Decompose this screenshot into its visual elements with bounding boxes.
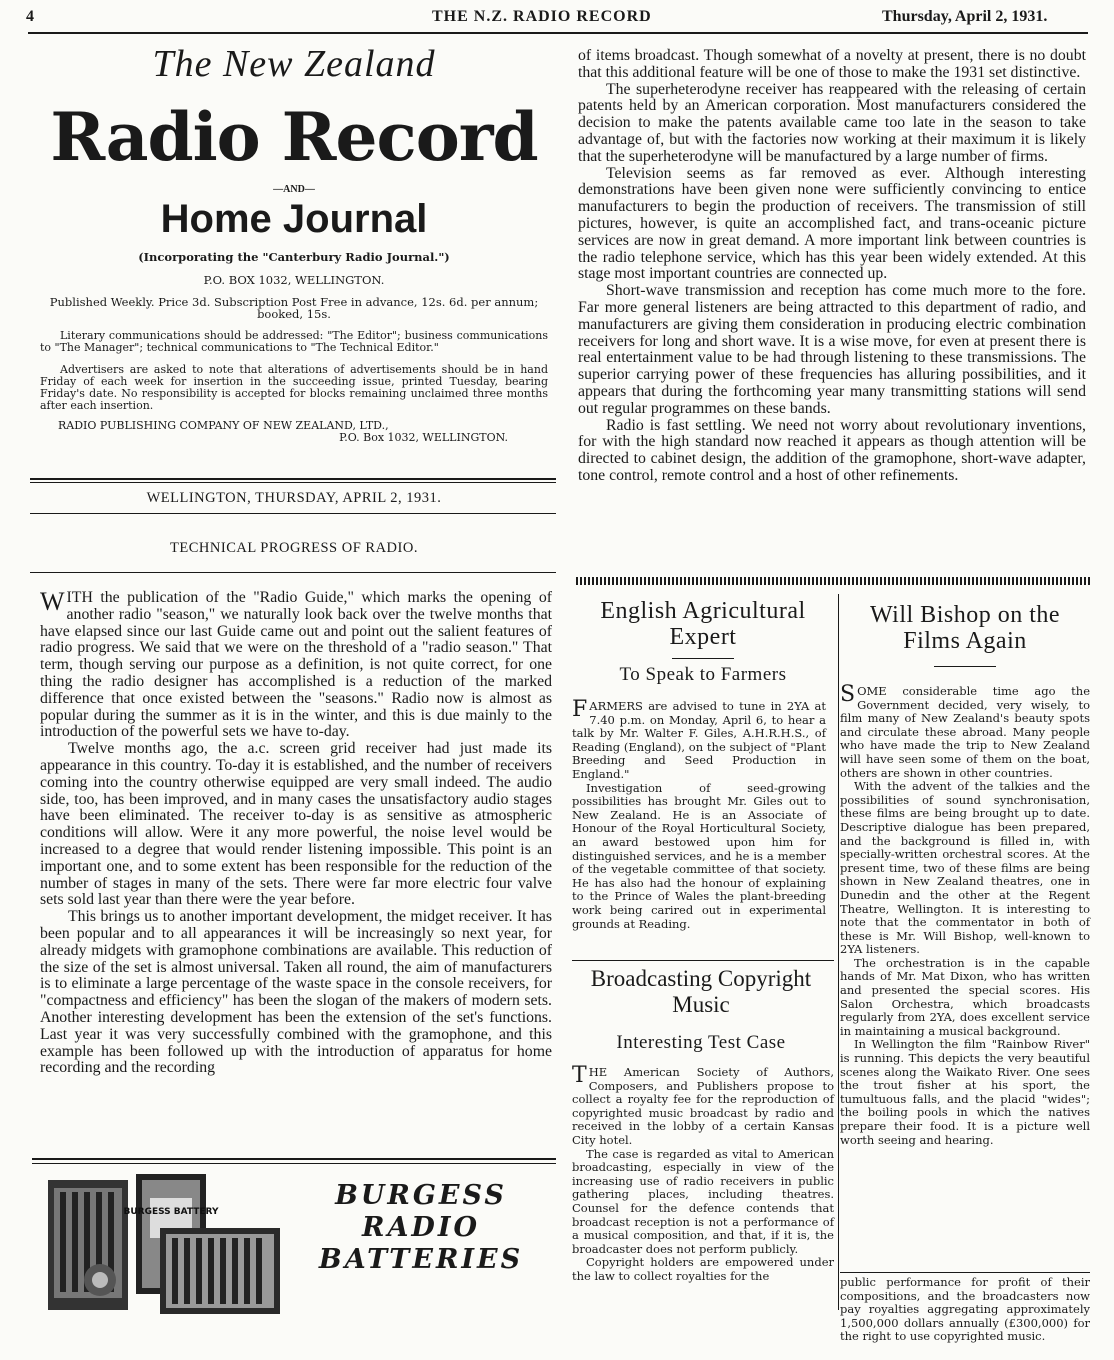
article-body [572, 697, 826, 931]
editorial-column-2 [578, 48, 1086, 485]
drop-cap: W [40, 587, 65, 616]
issue-date: Thursday, April 2, 1931. [882, 8, 1048, 25]
article-body [572, 1063, 834, 1284]
rule [30, 482, 556, 483]
editorial-heading: TECHNICAL PROGRESS OF RADIO. [170, 540, 418, 556]
article-title: English Agricultural Expert [600, 598, 806, 650]
battery-illustration [40, 1170, 290, 1320]
editorial-paragraph: Radio is fast settling. We need not worry about revolutionary inventions, for with the high standard now reached it appears as though attention will be directed to cabinet design, the addition of the gramophone, short-wave adapter, tone control, remote control and a host of other refinements. [578, 416, 1086, 484]
article-subtitle: Interesting Test Case [616, 1032, 786, 1053]
article-subtitle: To Speak to Farmers [619, 664, 787, 685]
masthead-company-address: P.O. Box 1032, WELLINGTON. [339, 431, 508, 444]
masthead-subtitle: Home Journal [160, 197, 428, 241]
drop-cap: T [572, 1063, 587, 1088]
editorial-paragraph: ITH the publication of the "Radio Guide," which marks the opening of another radio "season," we naturally look back over the twelve months that have elapsed since our last Guide came out and point out the salient features of radio progress. We said that we were on the threshold of a "radio season." That term, though serving our purpose as a definition, is not quite correct, for one thing the radio designer has accomplished is a reduction of the marked difference that once existed between the "seasons." Radio now is almost as popular during the summer as it is in the winter, and this is due mainly to the introduction of the powerful sets we have to-day. [40, 589, 552, 741]
masthead-advertisers: Advertisers are asked to note that alterations of advertisements should be in hand Friday of each week for insertion in the succeeding issue, printed Tuesday, bearing Friday's date. No responsibility is accepted for blocks remaining unclaimed three months after each insertion. [40, 363, 548, 412]
masthead [40, 40, 548, 444]
masthead-address: P.O. BOX 1032, WELLINGTON. [203, 273, 385, 287]
article-paragraph: Investigation of seed-growing possibilities has brought Mr. Giles out to New Zealand. He is an Associate of Honour of the Royal Horticultural Society, an award bestowed upon him for distinguished services, and he is a member of the vegetable committee of that society. He has also had the honour of explaining to the Prince of Wales the plant-breeding work being carired out in experimental grounds at Reading. [572, 780, 826, 931]
article-paragraph: The orchestration is in the capable hands of Mr. Mat Dixon, who has written and presented the special scores. His Salon Orchestra, which broadcasts regularly from 2YA, does excellent service in maintaining a musical background. [840, 955, 1090, 1038]
rule [30, 513, 556, 514]
article-title: Broadcasting Copyright Music [590, 966, 812, 1017]
article-paragraph: Copyright holders are empowered under the law to collect royalties for the [572, 1255, 834, 1283]
editorial-paragraph: This brings us to another important development, the midget receiver. It has been popular and to all appearances it will be increasingly so next year, for already midgets with gramophone combinations are available. This reduction of the size of the set is almost universal. Taken all round, the aim of manufacturers is to eliminate a large percentage of the waste space in the console receivers, for "compactness and efficiency" has been the slogan of the makers of modern sets. Another interesting development has been the extension of the set's functions. Last year it was very successfully combined with the gramophone, and this example has been followed up with the introduction of apparatus for home recording and the recording [40, 908, 552, 1077]
advert-line: BATTERIES [318, 1244, 524, 1275]
editorial-paragraph: of items broadcast. Though somewhat of a novelty at present, there is no doubt that this additional feature will be one of those to make the 1931 set distinctive. [578, 47, 1086, 81]
publication-name: THE N.Z. RADIO RECORD [432, 8, 652, 25]
masthead-title: Radio Record [50, 98, 538, 176]
rule [30, 572, 556, 573]
article-will-bishop [840, 602, 1090, 1147]
advert-line: BURGESS [335, 1180, 507, 1211]
article-title: Will Bishop on the Films Again [869, 602, 1061, 654]
editorial-paragraph: The superheterodyne receiver has reappeared with the releasing of certain patents held by an American corporation. Most manufacturers considered the decision to make the patents available came too late in the season to take advantage of, but with the factories now working at their maximum it is likely that the superheterodyne will be manufactured by a large number of firms. [578, 80, 1086, 165]
article-copyright-music [566, 966, 836, 1284]
editorial-column-1 [40, 587, 552, 1077]
article-agricultural-expert [572, 598, 834, 931]
battery-label: BURGESS BATTERY [123, 1207, 219, 1217]
editorial-paragraph: Twelve months ago, the a.c. screen grid receiver had just made its appearance in this country. To-day it is established, and the number of receivers coming into the country otherwise equipped are very small indeed. The audio side, too, has been improved, and in many cases the unsatisfactory audio stages have been eliminated. The receiver to-day is as sensitive as atmospheric conditions will allow. Were it any more powerful, the noise level would be increased to a degree that would render listening impossible. This point is an important one, and to some extent has been responsible for the reduction of the number of stages in many of the sets. There were far more electric four valve sets sold last year than there were the year before. [40, 740, 552, 909]
editorial-dateline: WELLINGTON, THURSDAY, APRIL 2, 1931. [146, 490, 442, 506]
rule [672, 658, 734, 659]
article-paragraph: OME considerable time ago the Government decided, very wisely, to film many of New Zealand's beauty spots and circulate these abroad. Many people who have made the trip to New Zealand will have seen some of them on the boat, others are shown in other countries. [840, 684, 1090, 780]
rule [934, 666, 996, 667]
article-paragraph: The case is regarded as vital to American broadcasting, especially in view of the increasing use of radio receivers in public gathering places, including theatres. Counsel for the defence contends that broadcast reception is not a performance of a musical composition, and that, if it is, the broadcaster does not perform publicly. [572, 1146, 834, 1256]
ornament-rule [576, 577, 1090, 585]
page-header [0, 8, 1114, 30]
masthead-line1: The New Zealand [152, 43, 436, 85]
article-continuation: public performance for profit of their compositions, and the broadcasters now pay royalties aggregating approximately 1,500,000 dollars annually (£300,000) for the right to use copyrighted music. [840, 1275, 1090, 1344]
editorial-paragraph: Television seems as far removed as ever. Although interesting demonstrations have been given none were sufficiently convincing to entice manufacturers to begin the production of receivers. The transmission of still pictures, however, is quite an accomplished fact, and trans-oceanic picture services are now in great demand. A more important link between countries is the radio telephone service, which has this year been widely extended. At this stage most important countries are connected up. [578, 164, 1086, 283]
article-paragraph: With the advent of the talkies and the possibilities of sound synchronisation, these films are being brought up to date. Descriptive dialogue has been prepared, and the background is filled in, with specially-written orchestral scores. At the present time, two of these films are being shown in New Zealand theatres, one in Dunedin and the other at the Regent Theatre, Wellington. It is interesting to note that the commentator in both of these is Mr. Will Bishop, well-known to 2YA listeners. [840, 779, 1090, 957]
article-paragraph: HE American Society of Authors, Composers, and Publishers propose to collect a royalty fee for the reproduction of copyrighted music broadcast by radio and received in the lobby of a certain Kansas City hotel. [572, 1065, 834, 1147]
advert-text [296, 1180, 546, 1276]
drop-cap: S [840, 682, 856, 707]
masthead-incorporating: (Incorporating the "Canterbury Radio Journal.") [138, 250, 450, 264]
battery-icon [40, 1170, 290, 1320]
header-rule [28, 32, 1088, 34]
article-paragraph: ARMERS are advised to tune in 2YA at 7.40 p.m. on Monday, April 6, to hear a talk by Mr. Walter F. Giles, A.H.R.H.S., of Reading (England), on the subject of "Plant Breeding and Seed Production in England." [572, 699, 826, 781]
rule [30, 478, 556, 480]
article-paragraph: In Wellington the film "Rainbow River" is running. This depicts the very beautiful scenes along the Waikato River. One sees the trout fisher at his sport, the tumultuous falls, and the placid "wides"; the boiling pools in which the natives prepare their food. It is a picture well worth seeing and hearing. [840, 1037, 1090, 1147]
editorial-paragraph: Short-wave transmission and reception has come much more to the fore. Far more general listeners are being attracted to this department of radio, and manufacturers are giving them consideration in producing electric combination receivers for long and short wave. It is a wise move, for even at present there is real entertainment value to be had through listening to these transmissions. The superior carrying power of these frequencies has alluring possibilities, and it appears that during the forthcoming year many transmitting stations will send out regular programmes on these bands. [578, 282, 1086, 417]
masthead-company: RADIO PUBLISHING COMPANY OF NEW ZEALAND, LTD., [58, 419, 389, 432]
drop-cap: F [572, 697, 588, 722]
rule [32, 1158, 556, 1160]
column-divider [838, 594, 839, 1310]
masthead-and: —AND— [273, 184, 315, 195]
rule [572, 960, 834, 961]
advert-line: RADIO [362, 1212, 480, 1243]
masthead-literary: Literary communications should be addressed: "The Editor"; business communications to "The Manager"; technical communications to "The Technical Editor." [40, 329, 548, 354]
rule [32, 1163, 556, 1164]
masthead-published: Published Weekly. Price 3d. Subscription Post Free in advance, 12s. 6d. per annum; booked, 15s. [49, 295, 539, 321]
rule [840, 1272, 1090, 1273]
page-number: 4 [26, 8, 34, 25]
article-body [840, 682, 1090, 1147]
